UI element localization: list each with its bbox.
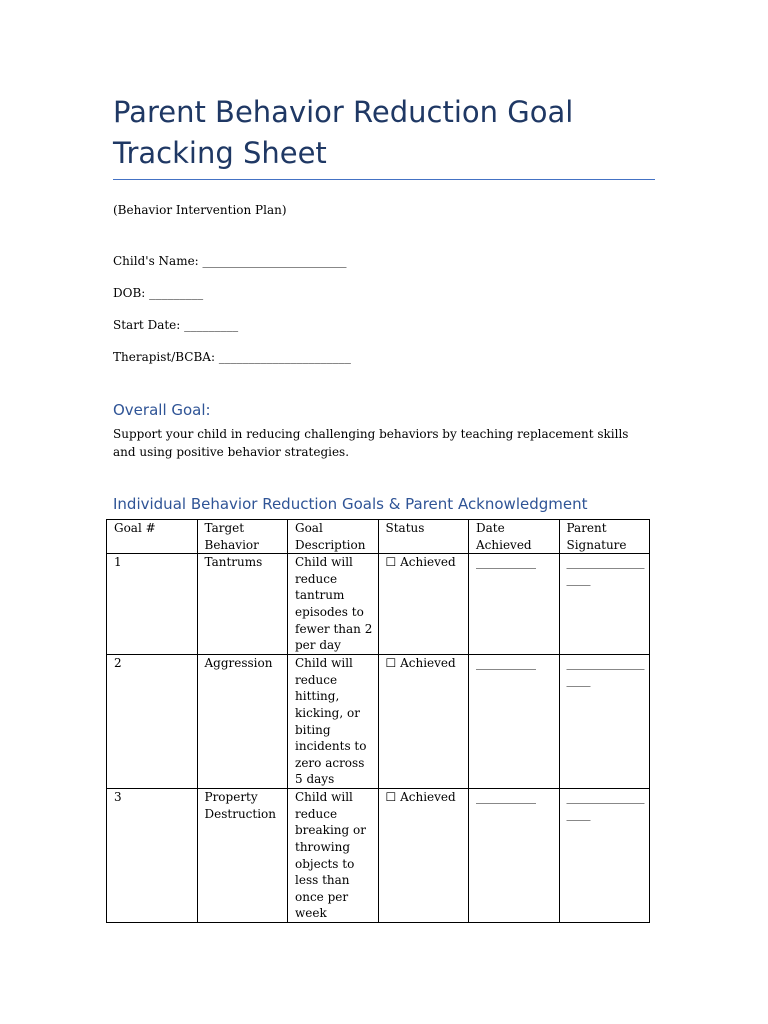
target-behavior-cell: Aggression	[197, 655, 288, 789]
overall-goal-text: Support your child in reducing challenging behaviors by teaching replacement skills and using positive behavior strategies.	[113, 427, 629, 459]
header-parent-signature: Parent Signature	[559, 520, 650, 554]
target-behavior-cell: Property Destruction	[197, 789, 288, 923]
field-therapist	[113, 349, 351, 365]
field-label: DOB:	[113, 286, 146, 300]
goals-table-heading: Individual Behavior Reduction Goals & Parent Acknowledgment	[113, 495, 588, 513]
dob-blank[interactable]: _________	[149, 286, 204, 300]
title-underline	[113, 179, 655, 180]
document-subtitle: (Behavior Intervention Plan)	[113, 203, 287, 217]
table-header-row	[107, 520, 650, 554]
checkbox-icon[interactable]: ☐	[385, 790, 397, 805]
table-row	[107, 655, 650, 789]
header-goal-description: Goal Description	[288, 520, 379, 554]
status-cell	[378, 789, 469, 923]
goals-table	[106, 519, 650, 923]
field-label: Child's Name:	[113, 254, 199, 268]
date-achieved-blank[interactable]: __________	[469, 655, 560, 789]
field-label: Therapist/BCBA:	[113, 350, 216, 364]
status-label: Achieved	[400, 656, 456, 671]
status-label: Achieved	[400, 790, 456, 805]
start-date-blank[interactable]: _________	[184, 318, 239, 332]
checkbox-icon[interactable]: ☐	[385, 555, 397, 570]
parent-signature-blank[interactable]: _________________	[559, 655, 650, 789]
checkbox-icon[interactable]: ☐	[385, 656, 397, 671]
field-label: Start Date:	[113, 318, 181, 332]
target-behavior-cell: Tantrums	[197, 554, 288, 655]
overall-goal-heading: Overall Goal:	[113, 401, 211, 419]
therapist-blank[interactable]: ______________________	[218, 350, 351, 364]
goal-description-cell: Child will reduce hitting, kicking, or biting incidents to zero across 5 days	[288, 655, 379, 789]
table-row	[107, 789, 650, 923]
child-name-blank[interactable]: ________________________	[202, 254, 347, 268]
field-child-name	[113, 253, 347, 269]
goal-number-cell: 1	[107, 554, 198, 655]
field-start-date	[113, 317, 238, 333]
parent-signature-blank[interactable]: _________________	[559, 789, 650, 923]
field-dob	[113, 285, 203, 301]
goal-number-cell: 3	[107, 789, 198, 923]
document-title: Parent Behavior Reduction Goal Tracking Sheet	[113, 95, 574, 170]
header-target-behavior: Target Behavior	[197, 520, 288, 554]
date-achieved-blank[interactable]: __________	[469, 789, 560, 923]
date-achieved-blank[interactable]: __________	[469, 554, 560, 655]
header-date-achieved: Date Achieved	[469, 520, 560, 554]
goal-description-cell: Child will reduce tantrum episodes to fewer than 2 per day	[288, 554, 379, 655]
status-label: Achieved	[400, 555, 456, 570]
status-cell	[378, 554, 469, 655]
table-row	[107, 554, 650, 655]
goal-number-cell: 2	[107, 655, 198, 789]
header-goal-number: Goal #	[107, 520, 198, 554]
parent-signature-blank[interactable]: _________________	[559, 554, 650, 655]
header-status: Status	[378, 520, 469, 554]
goal-description-cell: Child will reduce breaking or throwing objects to less than once per week	[288, 789, 379, 923]
status-cell	[378, 655, 469, 789]
